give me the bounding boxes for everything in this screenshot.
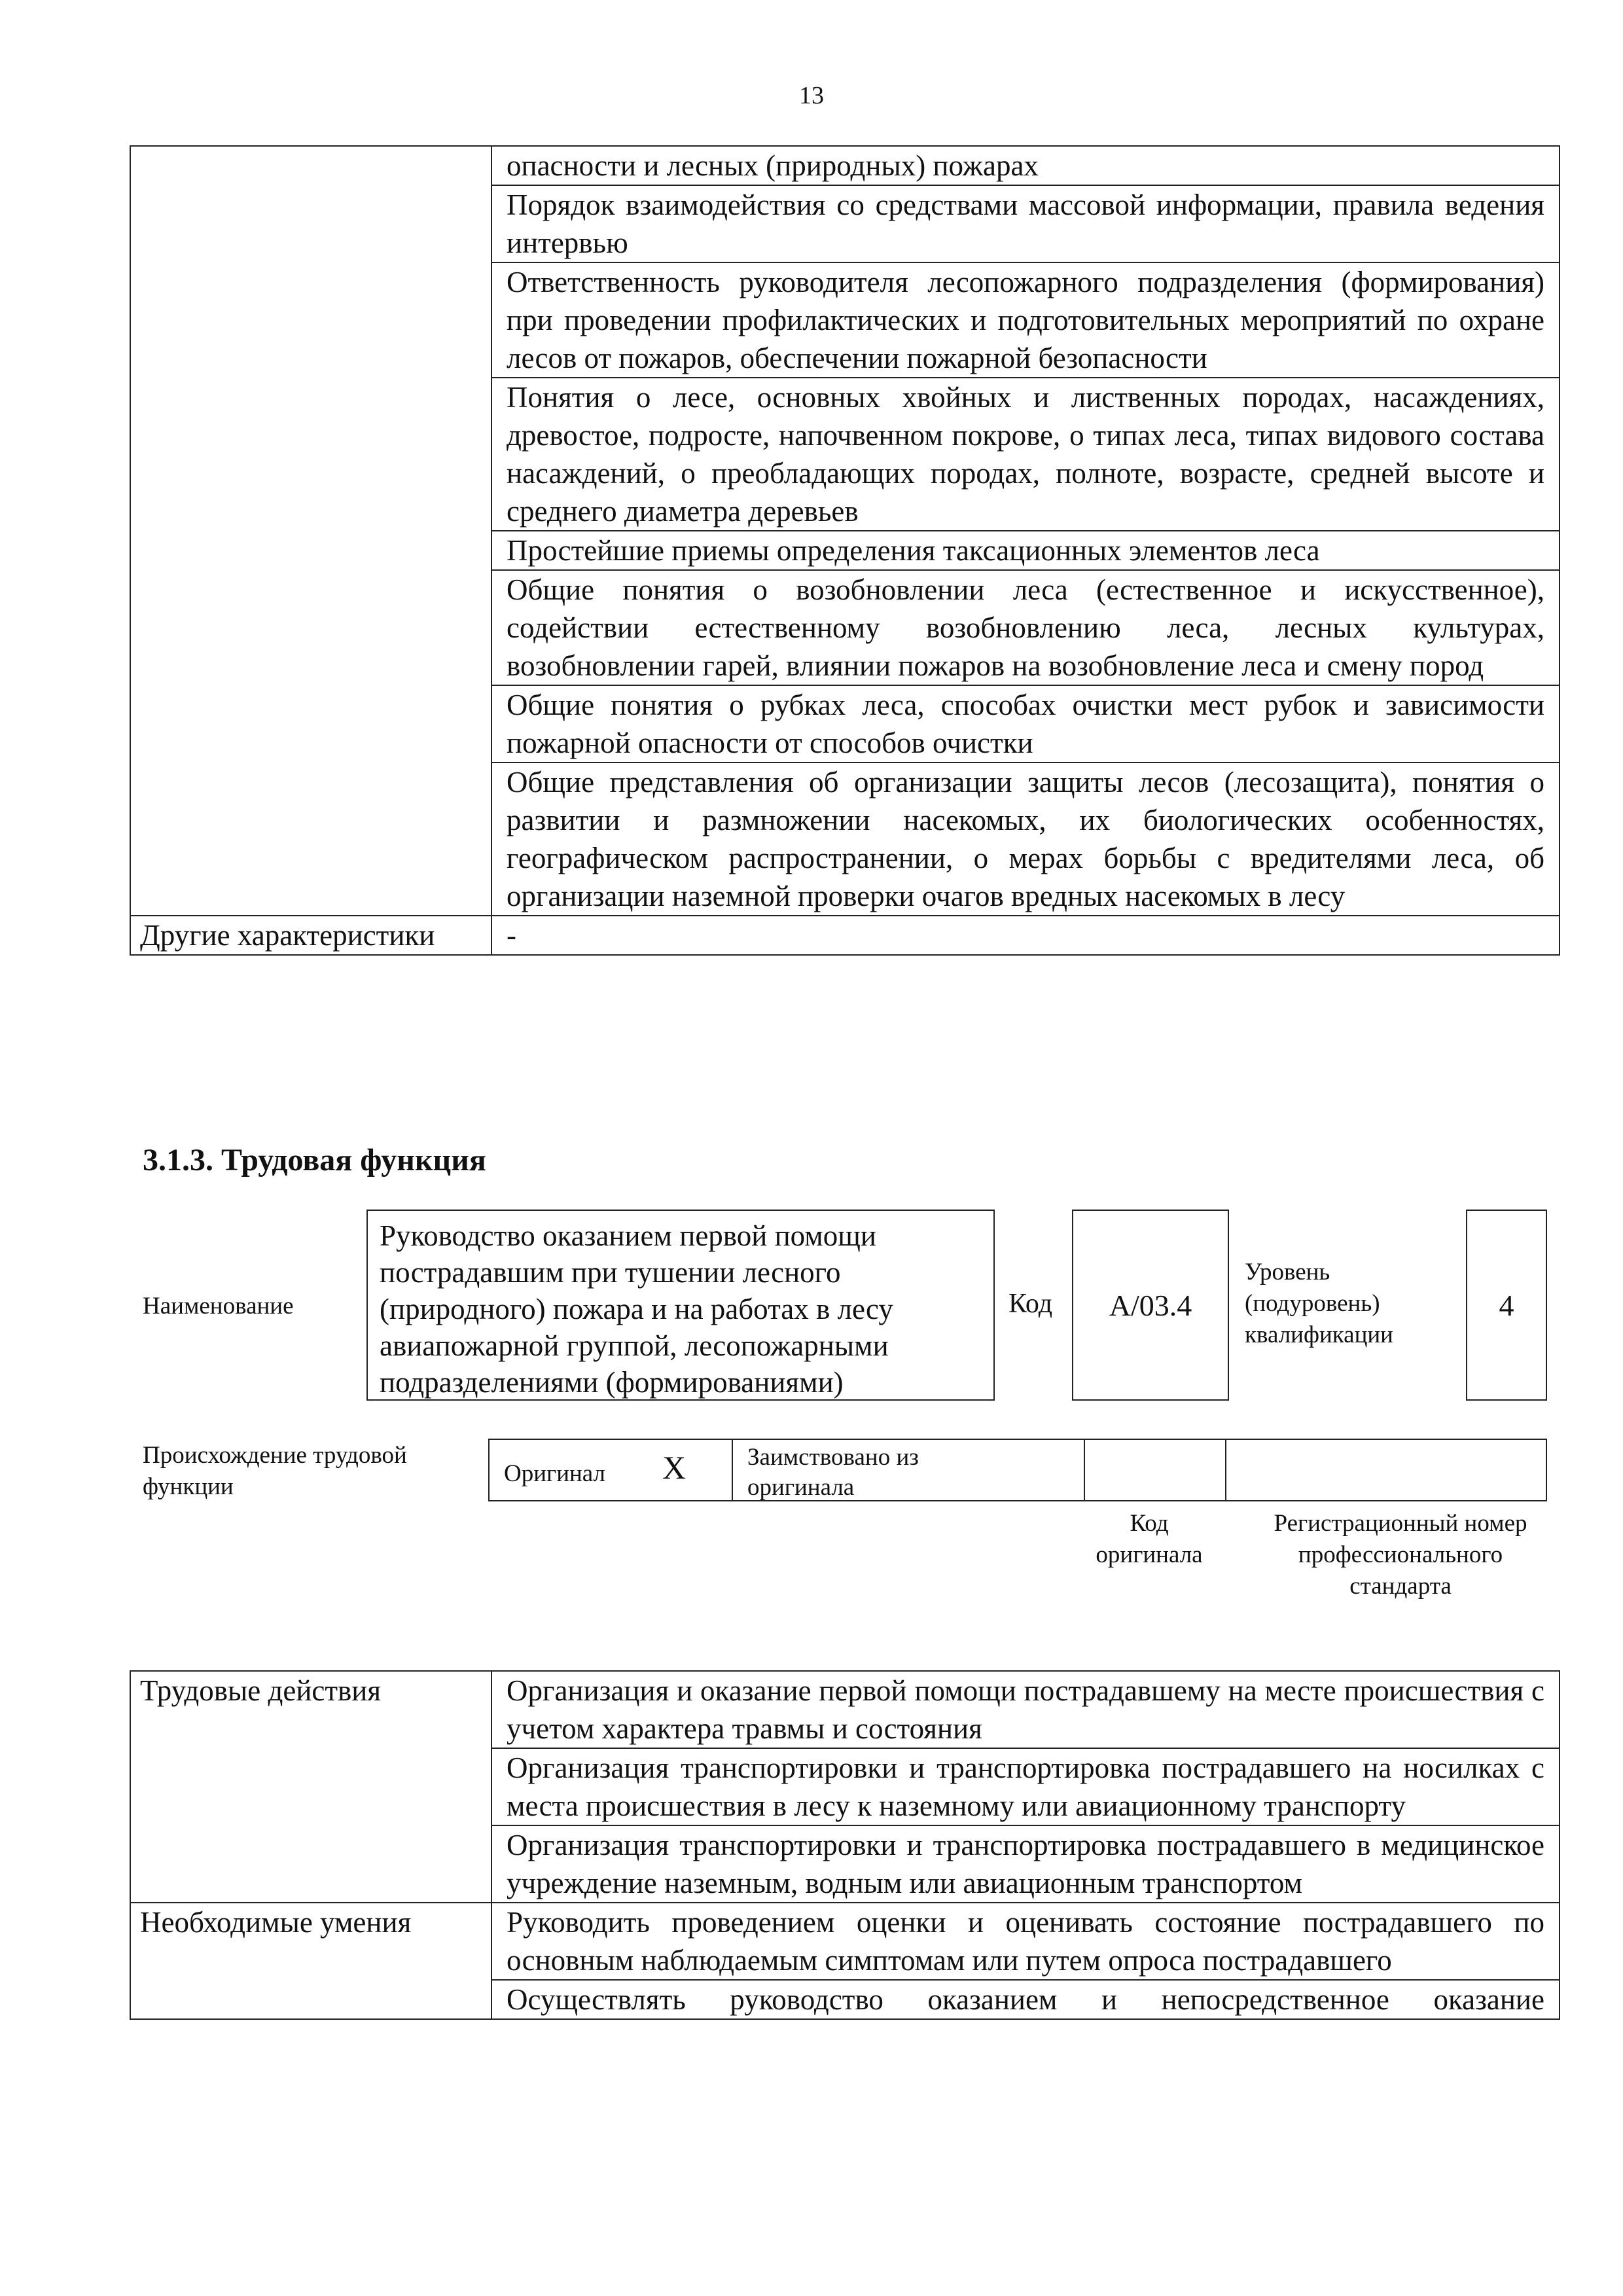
- table-cell: Организация и оказание первой помощи пострадавшему на месте происшествия с учетом характера травмы и состояния: [491, 1671, 1560, 1748]
- table-row: [130, 1671, 1560, 1748]
- section-title: 3.1.3. Трудовая функция: [143, 1143, 486, 1177]
- table-cell: Простейшие приемы определения таксационных элементов леса: [491, 531, 1560, 570]
- borrowed-label: Заимствовано из оригинала: [747, 1444, 919, 1501]
- level-label: Уровень (подуровень) квалификации: [1245, 1259, 1393, 1348]
- table-cell: Организация транспортировки и транспортировка пострадавшего на носилках с места происшествия в лесу к наземному или авиационному транспорту: [491, 1748, 1560, 1825]
- other-characteristics-value: -: [491, 916, 1560, 955]
- function-code-box: А/03.4: [1072, 1210, 1229, 1401]
- table-cell: Общие представления об организации защиты лесов (лесозащита), понятия о развитии и размножении насекомых, их биологических особенностях, географическом распространении, о мерах борьбы с вредителями леса, об организации наземной проверки очагов вредных насекомых в лесу: [491, 762, 1560, 916]
- origin-label: Происхождение трудовой функции: [143, 1442, 407, 1500]
- table-cell: опасности и лесных (природных) пожарах: [491, 146, 1560, 185]
- name-label: Наименование: [143, 1293, 294, 1319]
- table-cell: Организация транспортировки и транспортировка пострадавшего в медицинское учреждение наземным, водным или авиационным транспортом: [491, 1825, 1560, 1903]
- function-name-box: Руководство оказанием первой помощи пострадавшим при тушении лесного (природного) пожара и на работах в лесу авиапожарной группой, лесопожарными подразделениями (формированиями): [366, 1210, 995, 1401]
- empty-label-cell: [130, 146, 491, 916]
- labor-actions-label: Трудовые действия: [130, 1671, 491, 1903]
- original-code-caption: Код оригинала: [1096, 1510, 1203, 1568]
- actions-skills-table: [130, 1670, 1560, 2020]
- table-cell: Общие понятия о рубках леса, способах очистки мест рубок и зависимости пожарной опасности от способов очистки: [491, 685, 1560, 762]
- table-cell: Понятия о лесе, основных хвойных и лиственных породах, насаждениях, древостое, подросте, напочвенном покрове, о типах леса, типах видового состава насаждений, о преобладающих породах, полноте, возрасте, средней высоте и среднего диаметра деревьев: [491, 378, 1560, 531]
- code-label: Код: [1008, 1289, 1053, 1319]
- table-cell: Руководить проведением оценки и оценивать состояние пострадавшего по основным наблюдаемым симптомам или путем опроса пострадавшего: [491, 1903, 1560, 1980]
- origin-row: [488, 1439, 1547, 1501]
- registration-number-caption: Регистрационный номер профессионального стандарта: [1274, 1510, 1527, 1600]
- table-cell: Осуществлять руководство оказанием и непосредственное оказание: [491, 1980, 1560, 2019]
- page-number: 13: [799, 82, 824, 109]
- original-label: Оригинал: [504, 1460, 606, 1487]
- qualification-level-box: 4: [1466, 1210, 1547, 1401]
- required-skills-label: Необходимые умения: [130, 1903, 491, 2019]
- knowledge-table: [130, 145, 1560, 956]
- divider: [1084, 1440, 1085, 1500]
- table-cell: Общие понятия о возобновлении леса (естественное и искусственное), содействии естественному возобновлению леса, лесных культурах, возобновлении гарей, влиянии пожаров на возобновление леса и смену пород: [491, 570, 1560, 685]
- original-mark: X: [662, 1449, 687, 1486]
- divider: [732, 1440, 733, 1500]
- other-characteristics-label: Другие характеристики: [130, 916, 491, 955]
- table-cell: Ответственность руководителя лесопожарного подразделения (формирования) при проведении профилактических и подготовительных мероприятий по охране лесов от пожаров, обеспечении пожарной безопасности: [491, 262, 1560, 378]
- table-row: [130, 916, 1560, 955]
- table-cell: Порядок взаимодействия со средствами массовой информации, правила ведения интервью: [491, 185, 1560, 262]
- table-row: [130, 146, 1560, 185]
- table-row: [130, 1903, 1560, 1980]
- divider: [1225, 1440, 1226, 1500]
